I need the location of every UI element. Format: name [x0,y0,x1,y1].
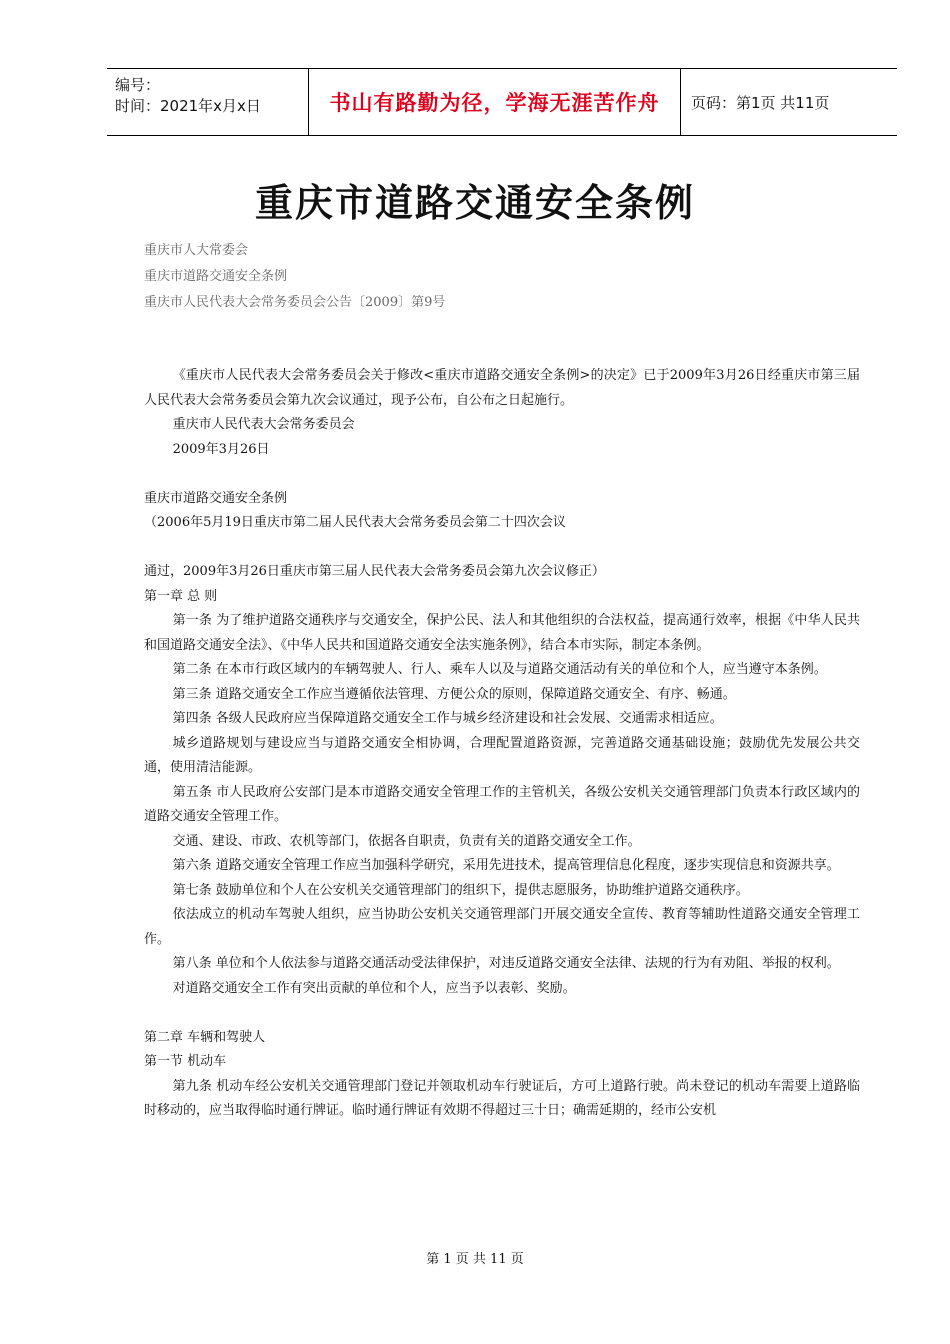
body-paragraph: 第三条 道路交通安全工作应当遵循依法管理、方便公众的原则，保障道路交通安全、有序、畅通。 [172,686,736,702]
body-paragraph: 《重庆市人民代表大会常务委员会关于修改<重庆市道路交通安全条例>的决定》已于2009年3月26日经重庆市第三届人民代表大会常务委员会第九次会议通过，现予公布，自公布之日起施行。 [144,368,860,408]
body-paragraph: 城乡道路规划与建设应当与道路交通安全相协调，合理配置道路资源，完善道路交通基础设施；鼓励优先发展公共交通，使用清洁能源。 [144,735,860,775]
body-paragraph: 第一条 为了维护道路交通秩序与交通安全，保护公民、法人和其他组织的合法权益，提高通行效率，根据《中华人民共和国道路交通安全法》、《中华人民共和国道路交通安全法实施条例》，结合本市实际，制定本条例。 [144,613,860,653]
paragraph-gap [144,1001,860,1026]
body-paragraph: 第五条 市人民政府公安部门是本市道路交通安全管理工作的主管机关，各级公安机关交通管理部门负责本行政区域内的道路交通安全管理工作。 [144,784,860,824]
serial-label: 编号： [115,76,161,94]
body-paragraph: 第一章 总 则 [144,588,218,604]
body-paragraph: 第二条 在本市行政区域内的车辆驾驶人、行人、乘车人以及与道路交通活动有关的单位和个人，应当遵守本条例。 [172,662,827,677]
paragraph-gap [144,536,860,561]
body-paragraph: （2006年5月19日重庆市第二届人民代表大会常务委员会第二十四次会议 [144,515,566,530]
page-info: 页码：第1页 共11页 [691,93,830,112]
body-paragraph: 第九条 机动车经公安机关交通管理部门登记并领取机动车行驶证后，方可上道路行驶。尚未登记的机动车需要上道路临时移动的，应当取得临时通行牌证。临时通行牌证有效期不得超过三十日；确需延期的，经市公安机 [144,1078,860,1118]
page-footer: 第 1 页 共 11 页 [426,1252,524,1267]
meta-issuer: 重庆市人大常委会 [144,243,249,258]
body-paragraph: 通过，2009年3月26日重庆市第三届人民代表大会常务委员会第九次会议修正） [144,564,605,579]
body-paragraph: 2009年3月26日 [172,441,270,457]
time-label: 时间：2021年x月x日 [115,97,261,115]
body-paragraph: 第七条 鼓励单位和个人在公安机关交通管理部门的组织下，提供志愿服务，协助维护道路交通秩序。 [172,882,749,898]
meta-announcement: 重庆市人民代表大会常务委员会公告〔2009〕第9号 [144,295,446,310]
body-paragraph: 依法成立的机动车驾驶人组织，应当协助公安机关交通管理部门开展交通安全宣传、教育等辅助性道路交通安全管理工作。 [144,907,860,947]
header-left-cell [107,69,309,135]
header-table [107,68,897,136]
document-title: 重庆市道路交通安全条例 [254,181,695,225]
paragraph-gap [144,462,860,487]
body-paragraph: 第二章 车辆和驾驶人 [144,1029,266,1045]
body-paragraph: 重庆市道路交通安全条例 [144,490,288,506]
body-paragraph: 第六条 道路交通安全管理工作应当加强科学研究，采用先进技术，提高管理信息化程度，逐步实现信息和资源共享。 [172,858,840,873]
body-paragraph: 第四条 各级人民政府应当保障道路交通安全工作与城乡经济建设和社会发展、交通需求相适应。 [172,711,723,726]
meta-doc-name: 重庆市道路交通安全条例 [144,269,288,284]
motto: 书山有路勤为径，学海无涯苦作舟 [309,69,681,135]
body-paragraph: 对道路交通安全工作有突出贡献的单位和个人，应当予以表彰、奖励。 [172,980,576,996]
document-body [144,364,860,1124]
body-paragraph: 第八条 单位和个人依法参与道路交通活动受法律保护，对违反道路交通安全法律、法规的行为有劝阻、举报的权利。 [172,956,840,971]
body-paragraph: 交通、建设、市政、农机等部门，依据各自职责，负责有关的道路交通安全工作。 [172,833,641,849]
body-paragraph: 重庆市人民代表大会常务委员会 [172,417,355,432]
body-paragraph: 第一节 机动车 [144,1054,227,1069]
